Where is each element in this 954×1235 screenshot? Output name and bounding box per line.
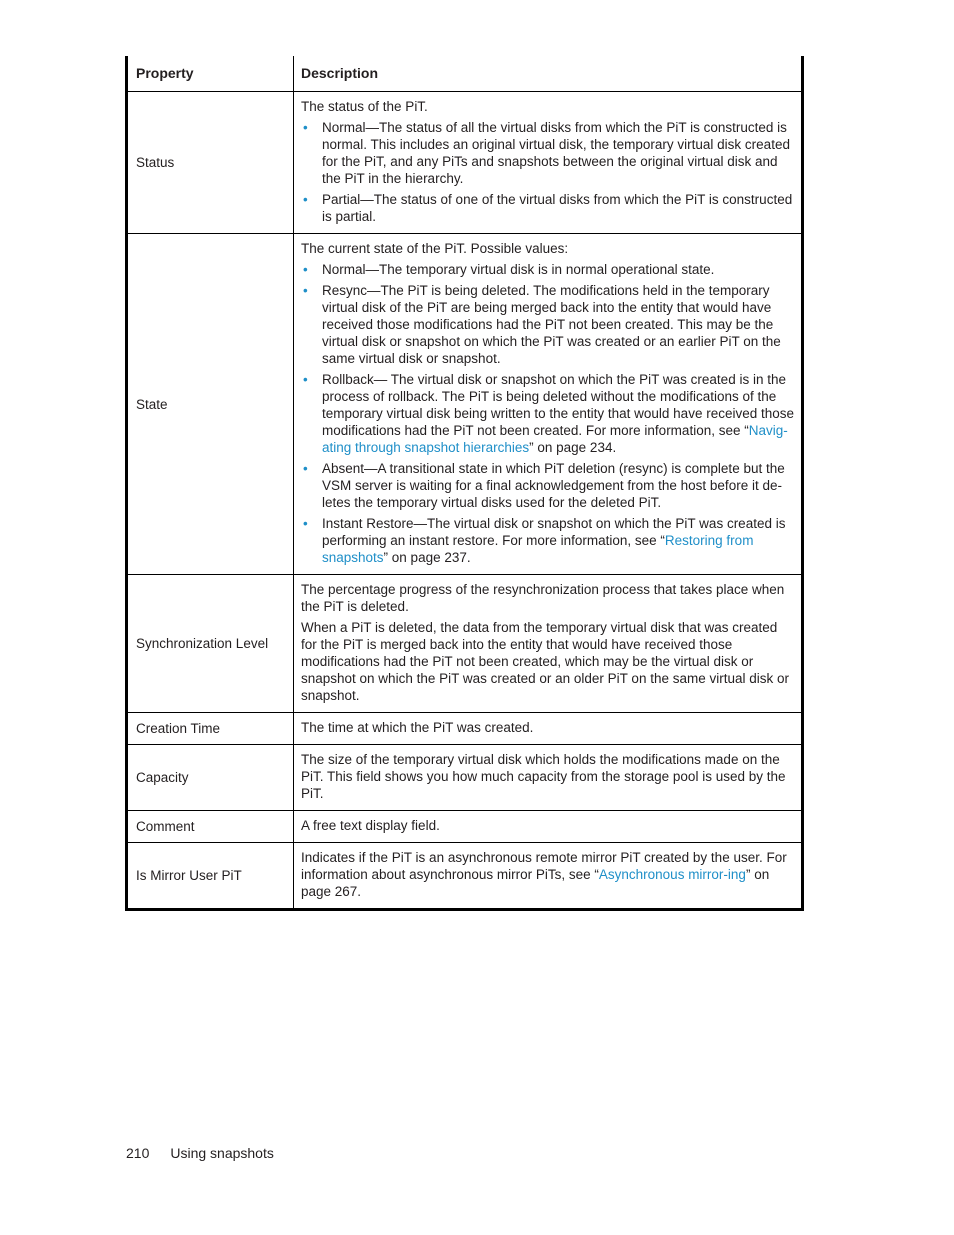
description-paragraph: Indicates if the PiT is an asynchronous remote mirror PiT created by the user. For information about asynchronous mirror PiTs, see “Asynchronous mirror-ing” on page 267. bbox=[301, 850, 787, 899]
description-cell bbox=[294, 843, 801, 908]
list-item: • Normal—The temporary virtual disk is in normal operational state. bbox=[303, 262, 715, 277]
property-cell: Is Mirror User PiT bbox=[128, 843, 294, 908]
header-property: Property bbox=[128, 56, 294, 91]
property-cell: Creation Time bbox=[128, 713, 294, 744]
table-row-comment bbox=[128, 810, 801, 842]
bullet-icon: • bbox=[303, 262, 308, 277]
table-row-capacity bbox=[128, 744, 801, 810]
property-cell: Capacity bbox=[128, 745, 294, 810]
bullet-icon: • bbox=[303, 120, 308, 135]
description-cell bbox=[294, 811, 801, 842]
table-row-is-mirror-user-pit bbox=[128, 842, 801, 908]
table-row-state bbox=[128, 233, 801, 574]
list-item: • Absent—A transitional state in which PiT deletion (resync) is complete but the VSM server is waiting for a final acknowledgement from the host before it de-letes the temporary virtual disks used for the deleted PiT. bbox=[303, 461, 785, 510]
description-intro: The current state of the PiT. Possible values: bbox=[301, 241, 569, 256]
description-cell bbox=[294, 92, 801, 233]
description-paragraph: The percentage progress of the resynchronization process that takes place when the PiT is deleted. bbox=[301, 582, 785, 614]
property-cell: State bbox=[128, 234, 294, 574]
property-cell: Synchronization Level bbox=[128, 575, 294, 712]
list-item: • Partial—The status of one of the virtual disks from which the PiT is constructed is partial. bbox=[303, 192, 793, 224]
property-cell: Status bbox=[128, 92, 294, 233]
table-row-creation-time bbox=[128, 712, 801, 744]
description-cell bbox=[294, 575, 801, 712]
description-cell bbox=[294, 745, 801, 810]
header-description: Description bbox=[301, 65, 379, 81]
list-item: • Rollback— The virtual disk or snapshot on which the PiT was created is in the process of rollback. The PiT is being deleted without the modifications of the temporary virtual disk being written to the entity that would have received those modifications had the PiT not been created. For more information, see “Navig-ating through snapshot hierarchies” on page 234. bbox=[303, 372, 794, 455]
bullet-icon: • bbox=[303, 516, 308, 531]
bullet-icon: • bbox=[303, 192, 308, 207]
page-footer bbox=[126, 1145, 274, 1161]
description-paragraph: The time at which the PiT was created. bbox=[301, 720, 534, 735]
table-row-status bbox=[128, 91, 801, 233]
cross-reference-link[interactable]: Restoring from snapshots bbox=[322, 533, 754, 565]
table-header-row bbox=[128, 56, 801, 91]
list-item: • Resync—The PiT is being deleted. The modifications held in the temporary virtual disk of the PiT are being merged back into the entity that would have received those modifications had the PiT not been created. This may be the virtual disk or snapshot on which the PiT was created or an earlier PiT on the same virtual disk or snapshot. bbox=[303, 283, 781, 366]
table-row-synchronization-level bbox=[128, 574, 801, 712]
page-number: 210 bbox=[126, 1145, 150, 1161]
description-paragraph: When a PiT is deleted, the data from the temporary virtual disk that was created for the PiT is merged back into the entity that would have received those modifications had the PiT not been created, which may be the virtual disk or snapshot on which the PiT was created or an older PiT on the same virtual disk or snapshot. bbox=[301, 620, 790, 703]
bullet-icon: • bbox=[303, 461, 308, 476]
description-paragraph: A free text display field. bbox=[301, 818, 440, 833]
cross-reference-link[interactable]: Asynchronous mirror-ing bbox=[598, 867, 746, 882]
list-item: • Normal—The status of all the virtual disks from which the PiT is constructed is normal. This includes an original virtual disk, the temporary virtual disk created for the PiT, and any PiTs and snapshots between the original virtual disk and the PiT in the hierarchy. bbox=[303, 120, 790, 186]
description-intro: The status of the PiT. bbox=[301, 99, 428, 114]
bullet-list bbox=[301, 119, 794, 225]
description-cell bbox=[294, 713, 801, 744]
bullet-list bbox=[301, 261, 794, 566]
list-item: • Instant Restore—The virtual disk or snapshot on which the PiT was created is performing an instant restore. For more information, see “Restoring from snapshots” on page 237. bbox=[303, 516, 786, 565]
description-cell bbox=[294, 234, 801, 574]
description-paragraph: The size of the temporary virtual disk which holds the modifications made on the PiT. This field shows you how much capacity from the storage pool is used by the PiT. bbox=[301, 752, 786, 801]
section-title: Using snapshots bbox=[170, 1145, 274, 1161]
cross-reference-link[interactable]: Navig-ating through snapshot hierarchies bbox=[322, 423, 788, 455]
property-cell: Comment bbox=[128, 811, 294, 842]
properties-table bbox=[125, 56, 804, 911]
bullet-icon: • bbox=[303, 283, 308, 298]
bullet-icon: • bbox=[303, 372, 308, 387]
